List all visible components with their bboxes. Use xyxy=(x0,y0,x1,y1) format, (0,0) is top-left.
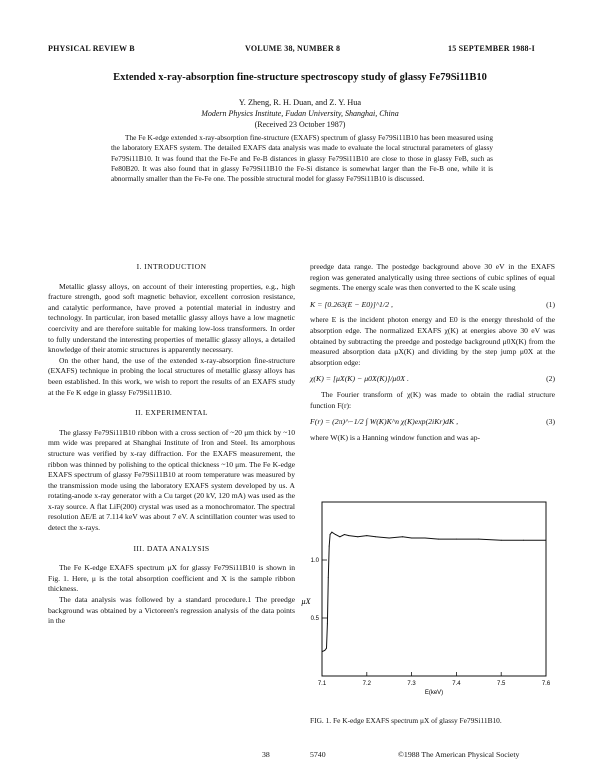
data-point xyxy=(348,535,349,536)
data-point xyxy=(344,534,345,535)
data-point xyxy=(331,532,332,533)
x-tick-label: 7.1 xyxy=(317,681,327,687)
equation-1 xyxy=(310,300,555,311)
y-axis-label: μX xyxy=(301,597,311,607)
x-tick-label: 7.6 xyxy=(541,681,551,687)
equation-1-number: (1) xyxy=(546,299,555,309)
data-point xyxy=(330,534,331,535)
data-point xyxy=(456,539,457,540)
data-point xyxy=(402,536,403,537)
figure-1-chart xyxy=(296,488,558,713)
issue-date: 15 SEPTEMBER 1988-I xyxy=(448,44,535,53)
equation-1-body: K = [0.263(E − E0)]^1/2 , xyxy=(310,299,393,309)
received-date: (Received 23 October 1987) xyxy=(254,120,346,129)
series-line xyxy=(322,532,546,651)
data-point xyxy=(322,651,323,652)
paper-title: Extended x-ray-absorption fine-structure spectroscopy study of glassy Fe79Si11B10 xyxy=(113,72,487,83)
data-point xyxy=(339,536,340,537)
journal-name: PHYSICAL REVIEW B xyxy=(48,44,135,53)
x-tick-label: 7.3 xyxy=(407,681,416,687)
section-heading-experimental: II. EXPERIMENTAL xyxy=(135,408,208,418)
intro-paragraph-1: Metallic glassy alloys, on account of their interesting properties, e.g., high fracture strength, good soft magnetic behavior, excellent corrosion resistance, and catalytic performance, have proved a potential material in industry and technology. In particular, iron based metallic glassy alloys have a low magnetic coercivity and are therefore suitable for making low-loss transformers. In order to fully understand the interesting properties of metallic glassy alloys, a detailed knowledge of their atomic structures is apparently necessary. xyxy=(48,281,295,355)
data-point xyxy=(335,534,336,535)
section-heading-data-analysis: III. DATA ANALYSIS xyxy=(133,543,210,553)
left-column xyxy=(48,262,295,627)
data-point xyxy=(478,539,479,540)
data-point xyxy=(523,540,524,541)
data-analysis-paragraph-1: The Fe K-edge EXAFS spectrum μX for glassy Fe79Si11B10 is shown in Fig. 1. Here, μ is the total absorption coefficient and X is the sample ribbon thickness. xyxy=(48,563,295,594)
data-point xyxy=(438,539,439,540)
right-column xyxy=(310,262,555,443)
affiliation: Modern Physics Institute, Fudan University, Shanghai, China xyxy=(201,109,399,118)
data-point xyxy=(329,546,330,547)
right-paragraph-1: preedge data range. The postedge background above 30 eV in the EXAFS region was generated analytically using three sections of cubic splines of equal segments. The energy scale was then converted to the K scale using xyxy=(310,262,555,293)
section-heading-introduction: I. INTRODUCTION xyxy=(136,262,207,271)
experimental-paragraph: The glassy Fe79Si11B10 ribbon with a cross section of ~20 μm thick by ~10 mm wide was prepared at Shanghai Institute of Iron and Steel. Its amorphous structure was verified by x-ray diffraction. For the EXAFS measurement, the ribbon was thinned by polishing to the optical thickness ~10 μm. The Fe K-edge EXAFS spectrum of glassy Fe79Si11B10 at room temperature was measured by the transmission mode using the laboratory EXAFS system developed by us. A rotating-anode x-ray generator with a Cu target (20 kV, 120 mA) was used as the x-ray source. A flat LiF(200) crystal was used as a monochromator. The spectral resolution ΔE/E at 7.114 keV was about 7 eV. A scintillation counter was used to detect the x-rays. xyxy=(48,427,295,533)
data-point xyxy=(389,537,390,538)
equation-3 xyxy=(310,417,555,428)
page-number: 5740 xyxy=(310,750,326,759)
x-tick-label: 7.5 xyxy=(497,681,506,687)
right-paragraph-4: where W(K) is a Hanning window function and was ap- xyxy=(310,432,481,442)
data-point xyxy=(357,536,358,537)
equation-2-body: χ(K) = [μX(K) − μ0X(K)]/μ0X . xyxy=(310,374,409,384)
intro-paragraph-2: On the other hand, the use of the extended x-ray-absorption fine-structure (EXAFS) technique in probing the local structures of metallic glassy alloys has been established. In this work, we wish to report the results of an EXAFS study at the Fe K edge in glassy Fe79Si11B10. xyxy=(48,355,295,397)
x-axis-label: E(keV) xyxy=(424,690,444,696)
x-tick-label: 7.4 xyxy=(452,681,461,687)
y-tick-label: 1.0 xyxy=(310,558,319,564)
equation-3-body: F(r) = (2π)^−1/2 ∫ W(K)K^n χ(K)exp(2iKr)dK , xyxy=(310,417,459,427)
page-label: 38 xyxy=(262,750,270,759)
equation-2-number: (2) xyxy=(546,374,555,384)
data-point xyxy=(324,650,325,651)
data-point xyxy=(546,540,547,541)
data-point xyxy=(326,648,327,649)
y-tick-label: 0.5 xyxy=(310,616,319,622)
data-point xyxy=(327,623,328,624)
figure-1-caption: FIG. 1. Fe K-edge EXAFS spectrum μX of glassy Fe79Si11B10. xyxy=(310,716,502,725)
equation-2 xyxy=(310,374,555,385)
data-point xyxy=(425,537,426,538)
plot-frame xyxy=(322,502,546,676)
abstract: The Fe K-edge extended x-ray-absorption fine-structure (EXAFS) spectrum of glassy Fe79Si11B10 has been measured using the laboratory EXAFS system. The detailed EXAFS data analysis was made to evaluate the local structural parameters of glassy Fe79Si11B10. It was found that the Fe-Fe and Fe-B distances in glassy Fe79Si11B10 are close to those in glassy FeB, such as Fe80B20. It was also found that in glassy Fe79Si11B10 the Fe-Si distance is somewhat larger than the Fe-B one, while it is abnormally smaller than the Fe-Fe one. The possible structural model for glassy Fe79Si11B10 is discussed. xyxy=(111,133,493,184)
volume-number: VOLUME 38, NUMBER 8 xyxy=(245,44,341,53)
right-paragraph-3: The Fourier transform of χ(K) was made to obtain the radial structure function F(r): xyxy=(310,389,555,410)
data-point xyxy=(366,535,367,536)
data-analysis-paragraph-2: The data analysis was followed by a standard procedure.1 The preedge background was obtained by a Victoreen's regression analysis of the data points in the xyxy=(48,595,295,626)
data-point xyxy=(375,536,376,537)
equation-3-number: (3) xyxy=(546,417,555,427)
copyright: ©1988 The American Physical Society xyxy=(398,750,520,759)
x-tick-label: 7.2 xyxy=(362,681,371,687)
data-point xyxy=(501,540,502,541)
right-paragraph-2: where E is the incident photon energy and E0 is the energy threshold of the absorption edge. The normalized EXAFS χ(K) at energies above 30 eV was obtained by subtracting the preedge and postedge background μ0X(K) from the measured absorption data μX(K) and dividing by the step jump μ0X at the absorption edge: xyxy=(310,315,555,367)
authors: Y. Zheng, R. H. Duan, and Z. Y. Hua xyxy=(238,98,362,107)
data-point xyxy=(411,537,412,538)
data-point xyxy=(328,577,329,578)
